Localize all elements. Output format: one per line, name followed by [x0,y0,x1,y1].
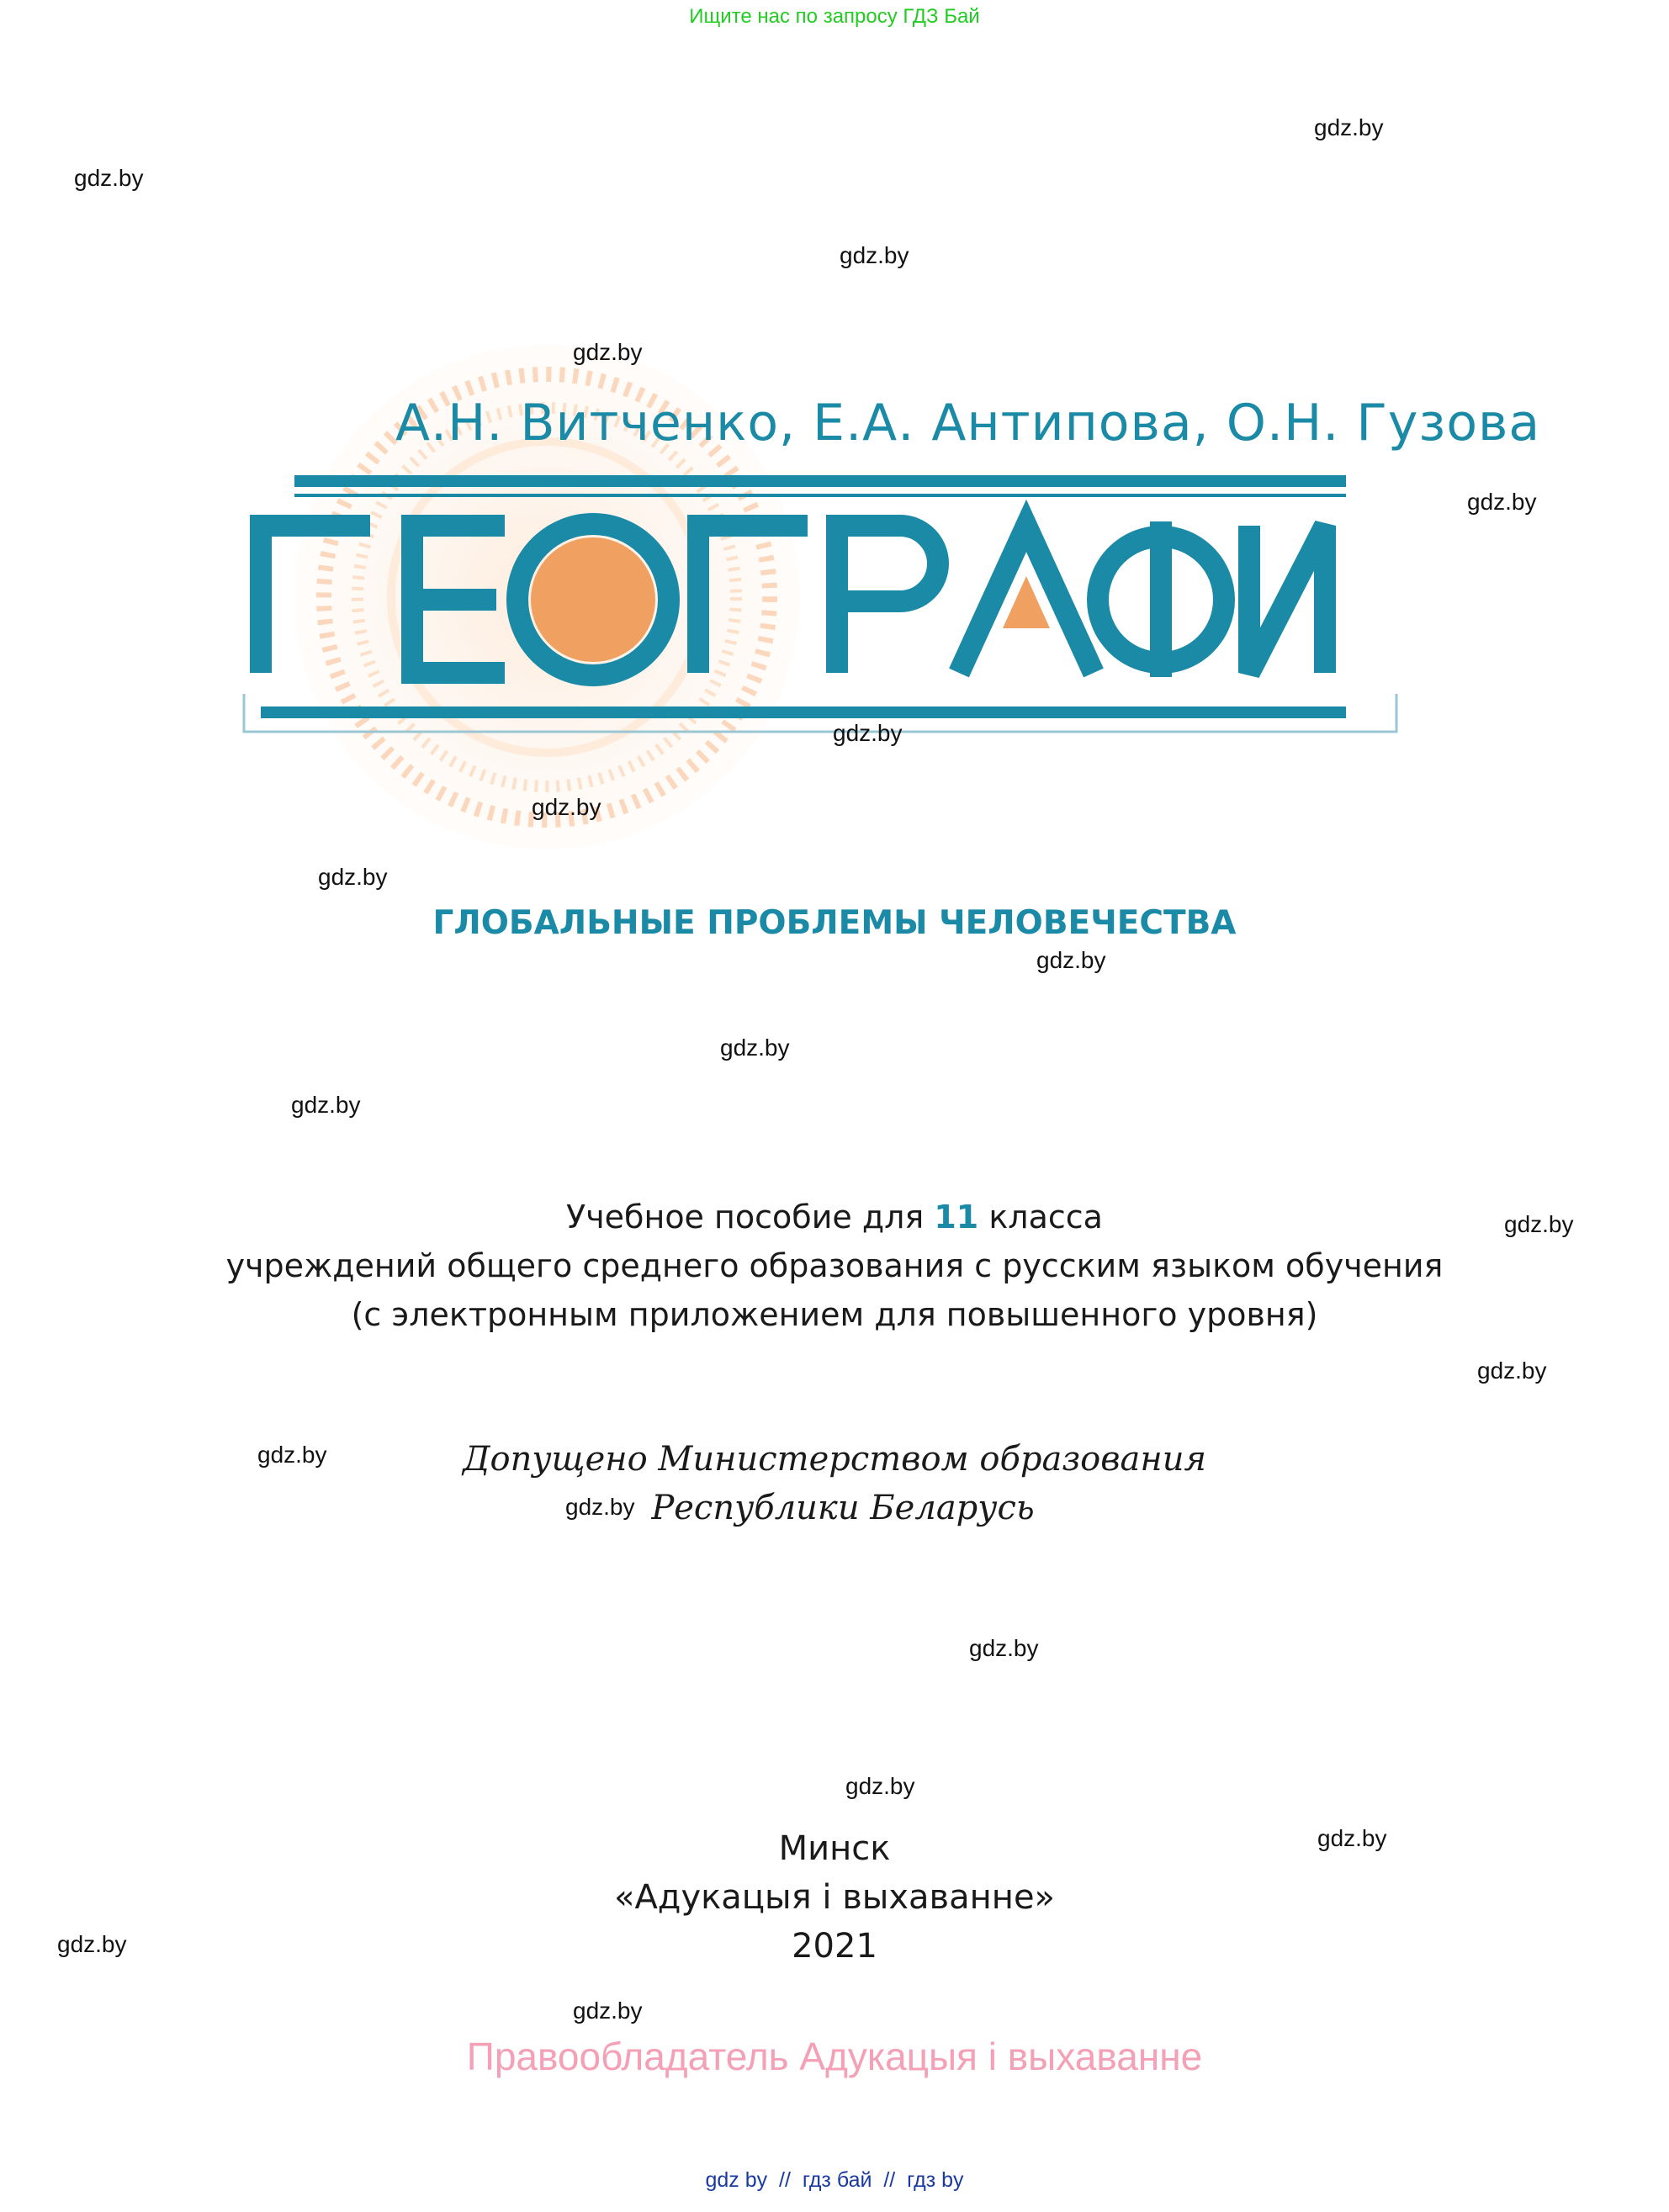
publisher-name: «Адукацыя і выхаванне» [613,1878,1056,1917]
watermark: gdz.by [1467,489,1537,515]
rights-holder: Правообладатель Адукацыя і выхаванне [466,2035,1203,2078]
book-subtitle: ГЛОБАЛЬНЫЕ ПРОБЛЕМЫ ЧЕЛОВЕЧЕСТВА [432,904,1237,942]
top-rule-thin [294,494,1346,497]
watermark: gdz.by [74,165,144,191]
watermark: gdz.by [1504,1211,1574,1237]
watermark: gdz.by [845,1773,915,1799]
watermark: gdz.by [833,720,903,746]
watermark: gdz.by [1317,1825,1387,1851]
footer-link-2[interactable]: гдз бай [802,2168,872,2192]
approval-line-2: Республики Беларусь [651,1489,1035,1527]
publication-year: 2021 [792,1927,877,1966]
watermark: gdz.by [257,1442,327,1468]
watermark: gdz.by [1477,1357,1547,1384]
top-banner[interactable]: Ищите нас по запросу ГДЗ Бай [689,5,980,28]
footer-links [0,2168,1669,2193]
watermark: gdz.by [565,1494,635,1520]
book-authors: А.Н. Витченко, Е.А. Антипова, О.Н. Гузова [395,394,1541,452]
watermark: gdz.by [532,794,601,820]
description-line-1 [0,1199,1669,1236]
watermark: gdz.by [291,1092,361,1118]
watermark: gdz.by [840,242,909,268]
watermark: gdz.by [1314,114,1384,140]
footer-link-1[interactable]: gdz by [705,2168,768,2192]
bottom-rule [261,706,1346,718]
top-rule [294,475,1346,487]
footer-separator-1: // [779,2168,791,2192]
watermark: gdz.by [720,1035,790,1061]
watermark: gdz.by [318,864,388,890]
grade-number: 11 [934,1199,979,1236]
approval-line-1: Допущено Министерством образования [462,1440,1206,1479]
watermark: gdz.by [1036,947,1106,973]
publication-city: Минск [778,1829,891,1868]
watermark: gdz.by [573,1998,643,2024]
footer-separator-2: // [883,2168,896,2192]
description-line-2: учреждений общего среднего образования с русским языком обучения [225,1247,1444,1284]
orange-sun [531,537,655,662]
description-line-3: (с электронным приложением для повышенного уровня) [351,1296,1318,1333]
watermark: gdz.by [573,339,643,365]
description-suffix: класса [988,1199,1103,1236]
watermark: gdz.by [969,1635,1039,1661]
watermark: gdz.by [57,1931,127,1957]
description-prefix: Учебное пособие для [566,1199,925,1236]
footer-link-3[interactable]: гдз by [907,2168,964,2192]
